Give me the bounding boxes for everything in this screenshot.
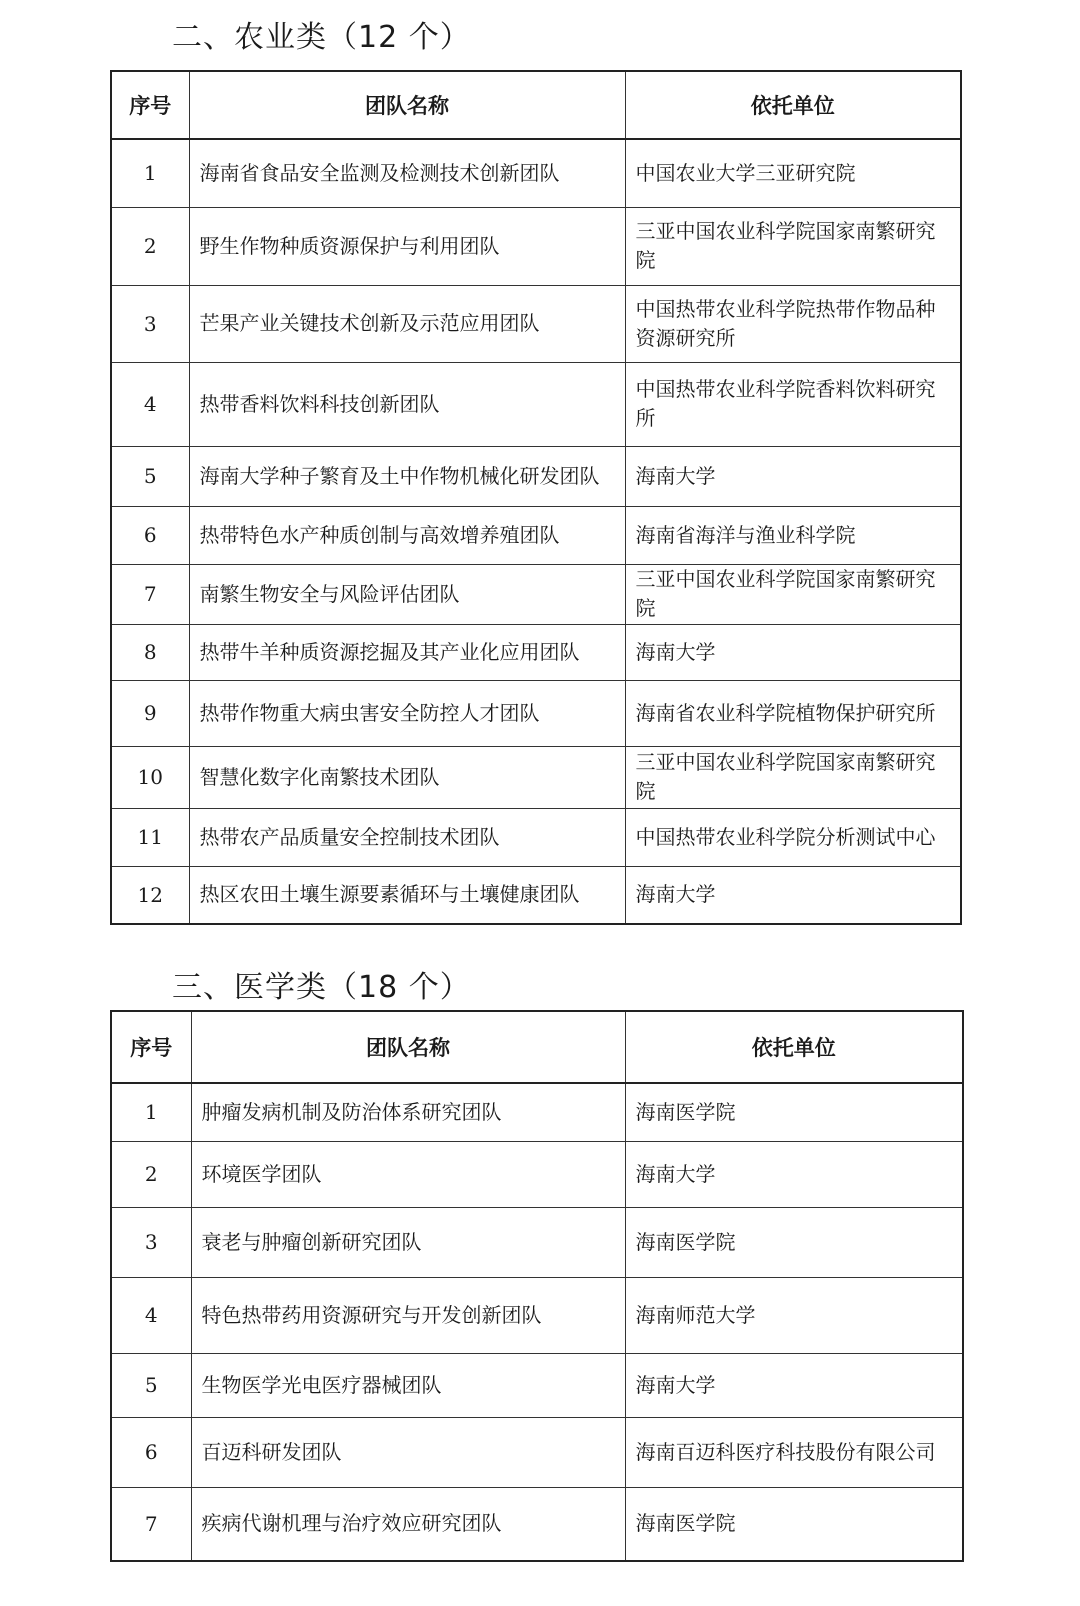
team-name: 南繁生物安全与风险评估团队: [189, 564, 625, 624]
team-name: 芒果产业关键技术创新及示范应用团队: [189, 285, 625, 362]
team-name: 海南省食品安全监测及检测技术创新团队: [189, 139, 625, 207]
medicine-table: [110, 1010, 964, 1562]
row-number: 7: [111, 564, 189, 624]
row-number: 3: [111, 1207, 191, 1277]
table-header-row: [111, 71, 961, 139]
team-name: 智慧化数字化南繁技术团队: [189, 746, 625, 808]
team-name: 海南大学种子繁育及土中作物机械化研发团队: [189, 446, 625, 506]
team-name: 热带牛羊种质资源挖掘及其产业化应用团队: [189, 624, 625, 680]
row-number: 5: [111, 1353, 191, 1417]
table-row: [111, 624, 961, 680]
table-row: [111, 1353, 963, 1417]
host-unit: 海南医学院: [625, 1487, 963, 1561]
table-row: [111, 446, 961, 506]
row-number: 4: [111, 362, 189, 446]
team-name: 环境医学团队: [191, 1141, 625, 1207]
team-name: 热区农田土壤生源要素循环与土壤健康团队: [189, 866, 625, 924]
host-unit: 海南大学: [625, 446, 961, 506]
host-unit: 海南省农业科学院植物保护研究所: [625, 680, 961, 746]
host-unit: 海南大学: [625, 1141, 963, 1207]
host-unit: 海南大学: [625, 866, 961, 924]
host-unit: 三亚中国农业科学院国家南繁研究院: [625, 564, 961, 624]
team-name: 热带香料饮料科技创新团队: [189, 362, 625, 446]
row-number: 11: [111, 808, 189, 866]
row-number: 4: [111, 1277, 191, 1353]
medicine-section-heading: 三、医学类（18 个）: [172, 970, 471, 1005]
team-name: 热带作物重大病虫害安全防控人才团队: [189, 680, 625, 746]
host-unit: 三亚中国农业科学院国家南繁研究院: [625, 746, 961, 808]
agriculture-section-heading: 二、农业类（12 个）: [172, 20, 471, 55]
team-name: 肿瘤发病机制及防治体系研究团队: [191, 1083, 625, 1141]
row-number: 7: [111, 1487, 191, 1561]
header-number: 序号: [111, 1011, 191, 1083]
team-name: 野生作物种质资源保护与利用团队: [189, 207, 625, 285]
team-name: 特色热带药用资源研究与开发创新团队: [191, 1277, 625, 1353]
row-number: 9: [111, 680, 189, 746]
team-name: 百迈科研发团队: [191, 1417, 625, 1487]
host-unit: 海南医学院: [625, 1207, 963, 1277]
table-row: [111, 564, 961, 624]
row-number: 2: [111, 207, 189, 285]
host-unit: 中国热带农业科学院热带作物品种资源研究所: [625, 285, 961, 362]
table-header-row: [111, 1011, 963, 1083]
table-row: [111, 362, 961, 446]
team-name: 热带特色水产种质创制与高效增养殖团队: [189, 506, 625, 564]
table-row: [111, 808, 961, 866]
row-number: 10: [111, 746, 189, 808]
table-row: [111, 1417, 963, 1487]
table-row: [111, 1207, 963, 1277]
table-row: [111, 1487, 963, 1561]
table-row: [111, 746, 961, 808]
table-row: [111, 680, 961, 746]
table-row: [111, 1277, 963, 1353]
row-number: 5: [111, 446, 189, 506]
row-number: 8: [111, 624, 189, 680]
team-name: 热带农产品质量安全控制技术团队: [189, 808, 625, 866]
row-number: 3: [111, 285, 189, 362]
row-number: 12: [111, 866, 189, 924]
table-row: [111, 506, 961, 564]
host-unit: 海南医学院: [625, 1083, 963, 1141]
team-name: 疾病代谢机理与治疗效应研究团队: [191, 1487, 625, 1561]
row-number: 2: [111, 1141, 191, 1207]
table-row: [111, 285, 961, 362]
host-unit: 三亚中国农业科学院国家南繁研究院: [625, 207, 961, 285]
table-row: [111, 1141, 963, 1207]
table-row: [111, 139, 961, 207]
header-team-name: 团队名称: [191, 1011, 625, 1083]
agriculture-table: [110, 70, 962, 925]
header-number: 序号: [111, 71, 189, 139]
table-row: [111, 1083, 963, 1141]
team-name: 衰老与肿瘤创新研究团队: [191, 1207, 625, 1277]
host-unit: 中国热带农业科学院分析测试中心: [625, 808, 961, 866]
header-host-unit: 依托单位: [625, 1011, 963, 1083]
host-unit: 海南师范大学: [625, 1277, 963, 1353]
header-host-unit: 依托单位: [625, 71, 961, 139]
host-unit: 海南大学: [625, 1353, 963, 1417]
table-row: [111, 866, 961, 924]
host-unit: 海南百迈科医疗科技股份有限公司: [625, 1417, 963, 1487]
row-number: 6: [111, 506, 189, 564]
host-unit: 中国农业大学三亚研究院: [625, 139, 961, 207]
row-number: 6: [111, 1417, 191, 1487]
host-unit: 海南省海洋与渔业科学院: [625, 506, 961, 564]
row-number: 1: [111, 1083, 191, 1141]
team-name: 生物医学光电医疗器械团队: [191, 1353, 625, 1417]
row-number: 1: [111, 139, 189, 207]
table-row: [111, 207, 961, 285]
header-team-name: 团队名称: [189, 71, 625, 139]
host-unit: 中国热带农业科学院香料饮料研究所: [625, 362, 961, 446]
host-unit: 海南大学: [625, 624, 961, 680]
